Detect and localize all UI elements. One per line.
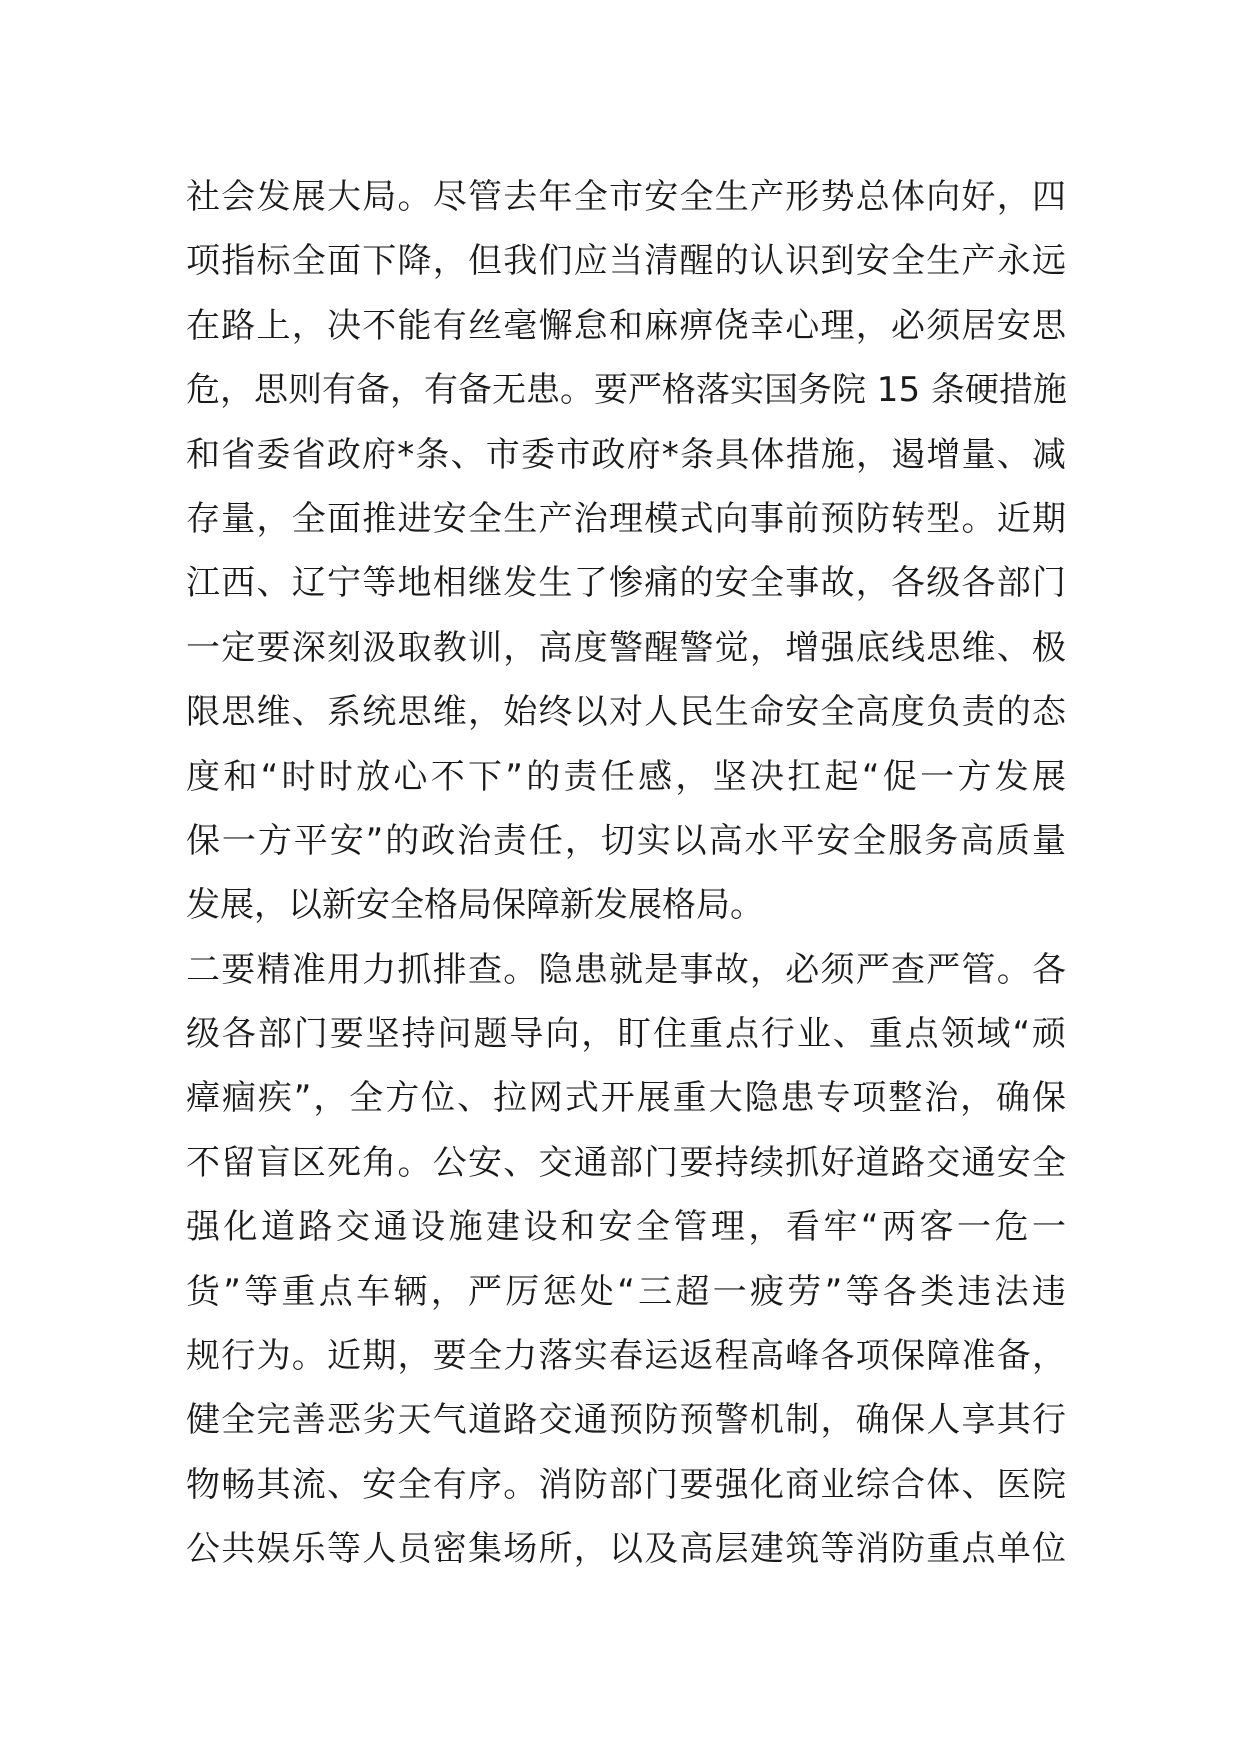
text-line: 公共娱乐等人员密集场所，以及高层建筑等消防重点单位 xyxy=(186,1529,1066,1570)
text-line: 度和“时时放心不下”的责任感，坚决扛起“促一方发展 xyxy=(186,756,1066,797)
text-line: 物畅其流、安全有序。消防部门要强化商业综合体、医院 xyxy=(186,1464,1066,1505)
text-line: 社会发展大局。尽管去年全市安全生产形势总体向好，四 xyxy=(186,177,1066,217)
text-line: 在路上，决不能有丝毫懈怠和麻痹侥幸心理，必须居安思 xyxy=(186,305,1066,346)
text-line: 发展，以新安全格局保障新发展格局。 xyxy=(186,885,764,926)
text-line: 和省委省政府*条、市委市政府*条具体措施，遏增量、减 xyxy=(186,434,1066,475)
text-line: 危，思则有备，有备无患。要严格落实国务院 15 条硬措施 xyxy=(186,370,1067,411)
text-line: 保一方平安”的政治责任，切实以高水平安全服务高质量 xyxy=(186,820,1066,861)
text-line: 二要精准用力抓排查。隐患就是事故，必须严查严管。各 xyxy=(186,949,1066,990)
text-line: 一定要深刻汲取教训，高度警醒警觉，增强底线思维、极 xyxy=(186,627,1066,668)
text-line: 强化道路交通设施建设和安全管理，看牢“两客一危一 xyxy=(186,1207,1066,1248)
text-line: 规行为。近期，要全力落实春运返程高峰各项保障准备， xyxy=(186,1336,1066,1377)
text-line: 存量，全面推进安全生产治理模式向事前预防转型。近期 xyxy=(186,498,1066,539)
text-line: 限思维、系统思维，始终以对人民生命安全高度负责的态 xyxy=(186,692,1066,733)
text-line: 江西、辽宁等地相继发生了惨痛的安全事故，各级各部门 xyxy=(186,563,1066,604)
text-line: 级各部门要坚持问题导向，盯住重点行业、重点领域“顽 xyxy=(186,1014,1066,1055)
text-line: 瘴痼疾”，全方位、拉网式开展重大隐患专项整治，确保 xyxy=(186,1078,1066,1119)
text-line: 健全完善恶劣天气道路交通预防预警机制，确保人享其行 xyxy=(186,1400,1066,1441)
text-line: 货”等重点车辆，严厉惩处“三超一疲劳”等各类违法违 xyxy=(186,1271,1066,1312)
body-text xyxy=(186,165,1066,1582)
text-line: 项指标全面下降，但我们应当清醒的认识到安全生产永远 xyxy=(186,241,1066,282)
text-line: 不留盲区死角。公安、交通部门要持续抓好道路交通安全 xyxy=(186,1142,1066,1183)
